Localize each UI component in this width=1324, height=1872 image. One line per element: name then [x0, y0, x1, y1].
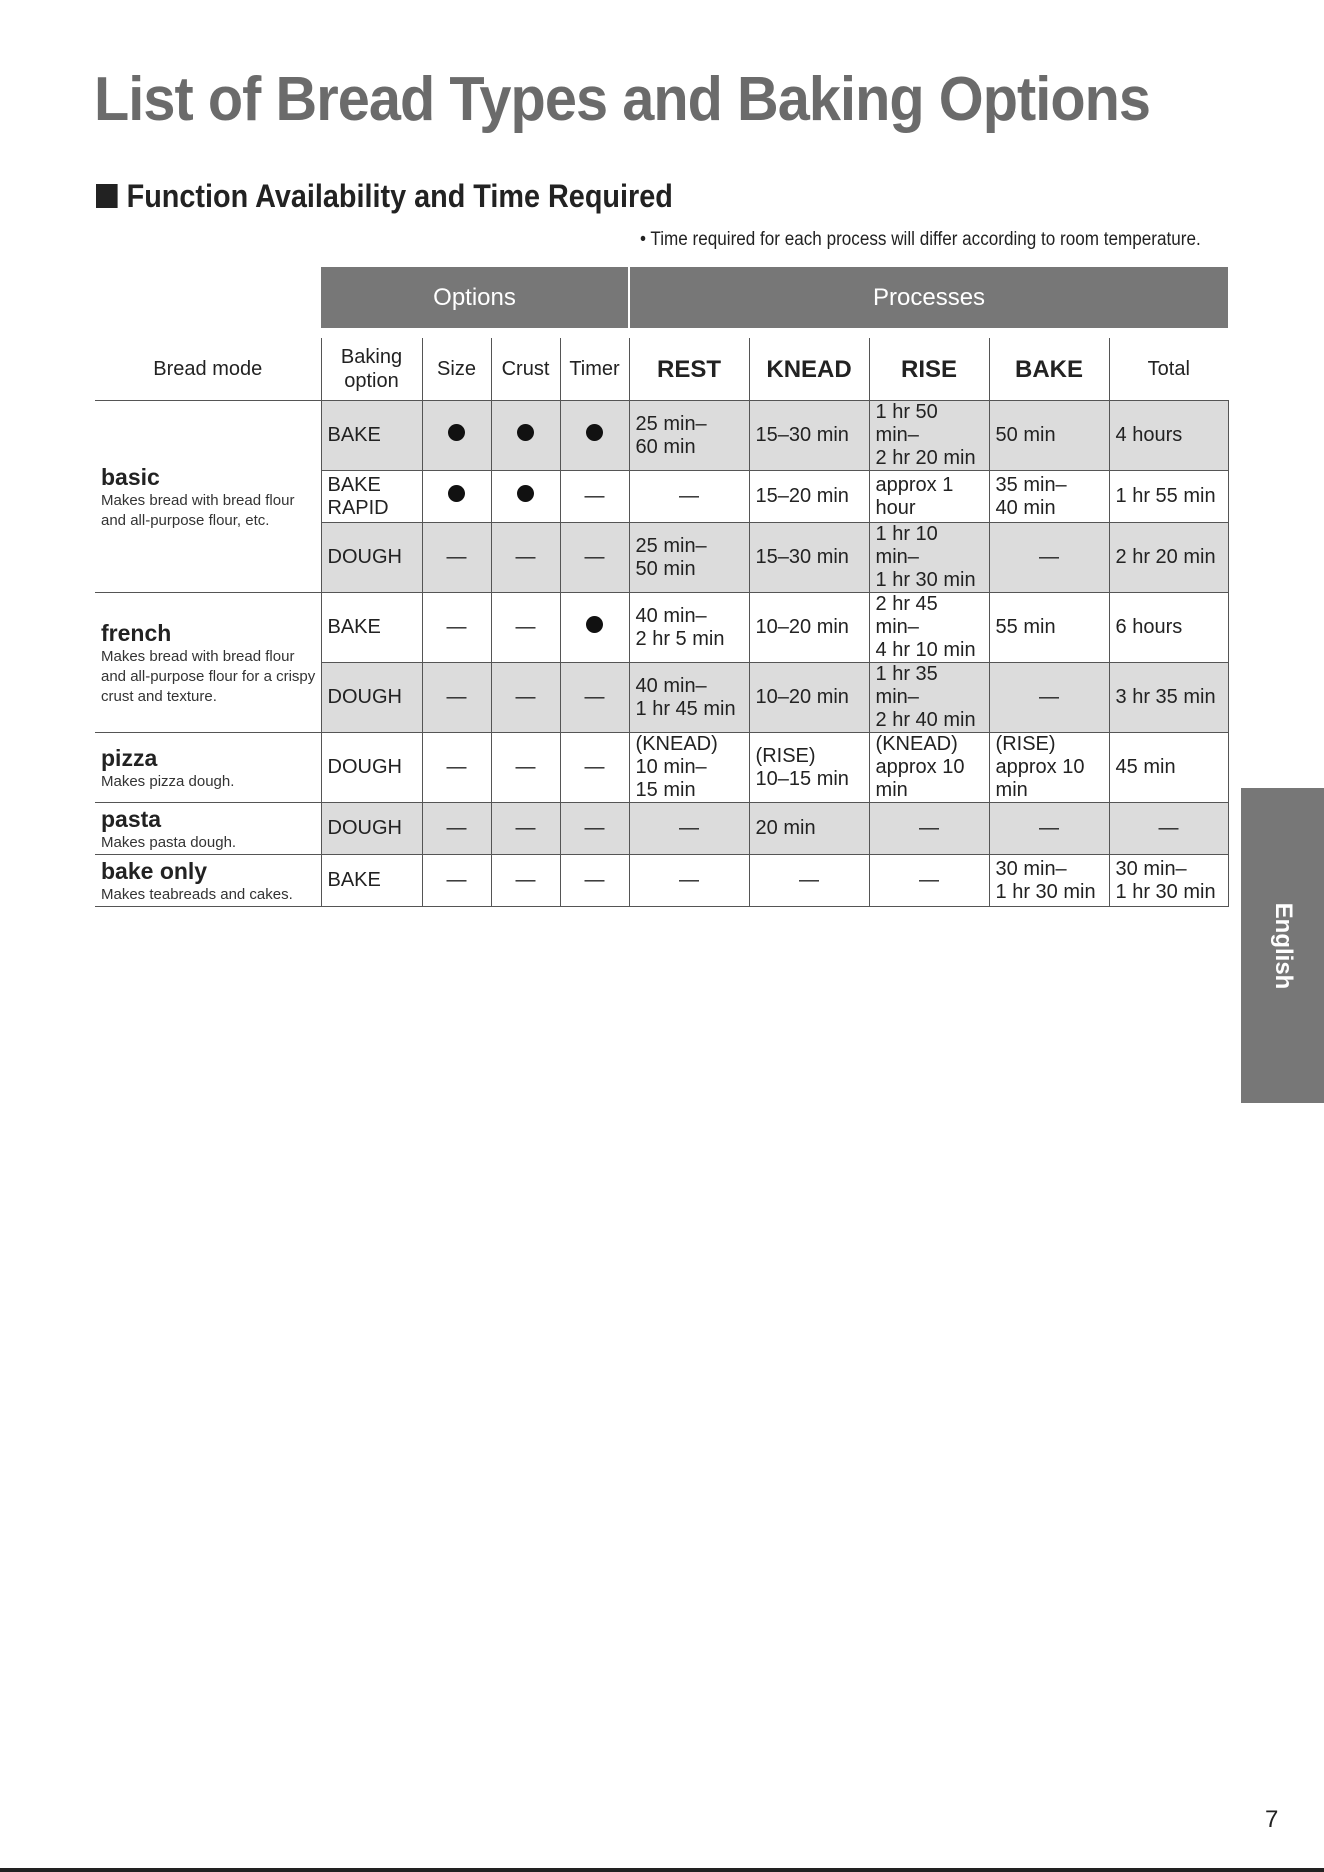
- cell-rise: (KNEAD) approx 10 min: [869, 733, 989, 803]
- group-header-row: [95, 267, 1228, 328]
- bread-mode-description: Makes bread with bread flour and all-purpose flour, etc.: [101, 491, 295, 529]
- cell-option: DOUGH: [321, 733, 422, 803]
- cell-size: [422, 401, 491, 471]
- col-bread-mode: Bread mode: [95, 338, 321, 401]
- bread-mode-description: Makes pasta dough.: [101, 833, 237, 851]
- bread-mode-cell: [95, 855, 321, 907]
- cell-option: DOUGH: [321, 523, 422, 593]
- cell-total: 6 hours: [1109, 593, 1228, 663]
- cell-crust: —: [491, 663, 560, 733]
- cell-bake: —: [989, 803, 1109, 855]
- cell-total: 45 min: [1109, 733, 1228, 803]
- cell-rest: (KNEAD) 10 min– 15 min: [629, 733, 749, 803]
- col-knead: KNEAD: [749, 338, 869, 401]
- cell-crust: —: [491, 523, 560, 593]
- bread-mode-description: Makes bread with bread flour and all-purpose flour for a crispy crust and texture.: [101, 647, 316, 705]
- cell-rise: 1 hr 10 min– 1 hr 30 min: [869, 523, 989, 593]
- cell-total: 30 min– 1 hr 30 min: [1109, 855, 1228, 907]
- cell-rest: 25 min– 50 min: [629, 523, 749, 593]
- cell-crust: [491, 471, 560, 523]
- cell-timer: [560, 593, 629, 663]
- bread-mode-cell: [95, 733, 321, 803]
- cell-rest: —: [629, 855, 749, 907]
- cell-knead: 10–20 min: [749, 593, 869, 663]
- cell-timer: —: [560, 803, 629, 855]
- cell-option: BAKE: [321, 855, 422, 907]
- table-row: [95, 733, 1228, 803]
- cell-bake: 30 min– 1 hr 30 min: [989, 855, 1109, 907]
- cell-rest: —: [629, 803, 749, 855]
- cell-knead: 15–30 min: [749, 401, 869, 471]
- temperature-note: • Time required for each process will differ according to room temperature.: [640, 229, 1201, 250]
- cell-timer: —: [560, 663, 629, 733]
- col-total: Total: [1109, 338, 1228, 401]
- cell-bake: (RISE) approx 10 min: [989, 733, 1109, 803]
- table-row: [95, 803, 1228, 855]
- cell-bake: —: [989, 663, 1109, 733]
- cell-crust: —: [491, 733, 560, 803]
- col-timer: Timer: [560, 338, 629, 401]
- bread-mode-description: Makes teabreads and cakes.: [101, 885, 293, 903]
- cell-size: —: [422, 663, 491, 733]
- cell-size: —: [422, 855, 491, 907]
- cell-rest: 40 min– 1 hr 45 min: [629, 663, 749, 733]
- language-tab[interactable]: [1241, 788, 1324, 1103]
- section-heading: [96, 178, 673, 215]
- cell-bake: —: [989, 523, 1109, 593]
- bread-mode-name: bake only: [101, 857, 208, 884]
- bread-mode-name: basic: [101, 463, 160, 490]
- cell-crust: —: [491, 593, 560, 663]
- available-dot-icon: [586, 424, 603, 441]
- cell-rise: 1 hr 35 min– 2 hr 40 min: [869, 663, 989, 733]
- language-tab-label: English: [1269, 902, 1297, 989]
- bread-mode-cell: [95, 803, 321, 855]
- cell-rise: 2 hr 45 min– 4 hr 10 min: [869, 593, 989, 663]
- cell-crust: —: [491, 803, 560, 855]
- cell-size: —: [422, 593, 491, 663]
- cell-timer: —: [560, 471, 629, 523]
- cell-size: [422, 471, 491, 523]
- col-bake: BAKE: [989, 338, 1109, 401]
- cell-knead: (RISE) 10–15 min: [749, 733, 869, 803]
- cell-total: 4 hours: [1109, 401, 1228, 471]
- col-baking-option: Baking option: [321, 338, 422, 401]
- cell-timer: [560, 401, 629, 471]
- bread-mode-cell: [95, 593, 321, 733]
- col-size: Size: [422, 338, 491, 401]
- cell-bake: 35 min– 40 min: [989, 471, 1109, 523]
- bottom-rule: [0, 1868, 1324, 1872]
- bread-mode-cell: [95, 401, 321, 593]
- available-dot-icon: [517, 424, 534, 441]
- cell-rise: 1 hr 50 min– 2 hr 20 min: [869, 401, 989, 471]
- cell-knead: 20 min: [749, 803, 869, 855]
- cell-knead: 10–20 min: [749, 663, 869, 733]
- cell-size: —: [422, 733, 491, 803]
- bread-mode-name: pizza: [101, 744, 158, 771]
- processes-group-header: Processes: [629, 267, 1228, 328]
- cell-option: DOUGH: [321, 803, 422, 855]
- section-heading-text: Function Availability and Time Required: [126, 178, 673, 214]
- cell-option: BAKE: [321, 401, 422, 471]
- cell-total: 1 hr 55 min: [1109, 471, 1228, 523]
- column-header-row: [95, 338, 1228, 401]
- cell-total: 2 hr 20 min: [1109, 523, 1228, 593]
- options-group-header: Options: [321, 267, 629, 328]
- cell-bake: 50 min: [989, 401, 1109, 471]
- available-dot-icon: [448, 485, 465, 502]
- cell-rest: 40 min– 2 hr 5 min: [629, 593, 749, 663]
- cell-bake: 55 min: [989, 593, 1109, 663]
- table-row: [95, 593, 1228, 663]
- available-dot-icon: [586, 616, 603, 633]
- bread-mode-name: pasta: [101, 805, 162, 832]
- square-bullet-icon: [96, 184, 118, 208]
- cell-crust: —: [491, 855, 560, 907]
- cell-rest: —: [629, 471, 749, 523]
- cell-timer: —: [560, 855, 629, 907]
- cell-knead: —: [749, 855, 869, 907]
- available-dot-icon: [517, 485, 534, 502]
- cell-total: —: [1109, 803, 1228, 855]
- available-dot-icon: [448, 424, 465, 441]
- cell-total: 3 hr 35 min: [1109, 663, 1228, 733]
- cell-knead: 15–20 min: [749, 471, 869, 523]
- cell-option: BAKE: [321, 593, 422, 663]
- cell-crust: [491, 401, 560, 471]
- table-row: [95, 401, 1228, 471]
- cell-timer: —: [560, 733, 629, 803]
- bread-mode-description: Makes pizza dough.: [101, 772, 235, 790]
- col-crust: Crust: [491, 338, 560, 401]
- cell-option: BAKE RAPID: [321, 471, 422, 523]
- cell-rest: 25 min– 60 min: [629, 401, 749, 471]
- bread-options-table: [95, 267, 1229, 907]
- bread-mode-name: french: [101, 619, 172, 646]
- cell-size: —: [422, 523, 491, 593]
- cell-size: —: [422, 803, 491, 855]
- page-title: List of Bread Types and Baking Options: [94, 65, 1151, 134]
- col-rise: RISE: [869, 338, 989, 401]
- col-rest: REST: [629, 338, 749, 401]
- cell-rise: —: [869, 855, 989, 907]
- cell-rise: approx 1 hour: [869, 471, 989, 523]
- page-number: 7: [1265, 1806, 1279, 1833]
- cell-option: DOUGH: [321, 663, 422, 733]
- cell-timer: —: [560, 523, 629, 593]
- cell-rise: —: [869, 803, 989, 855]
- table-row: [95, 855, 1228, 907]
- cell-knead: 15–30 min: [749, 523, 869, 593]
